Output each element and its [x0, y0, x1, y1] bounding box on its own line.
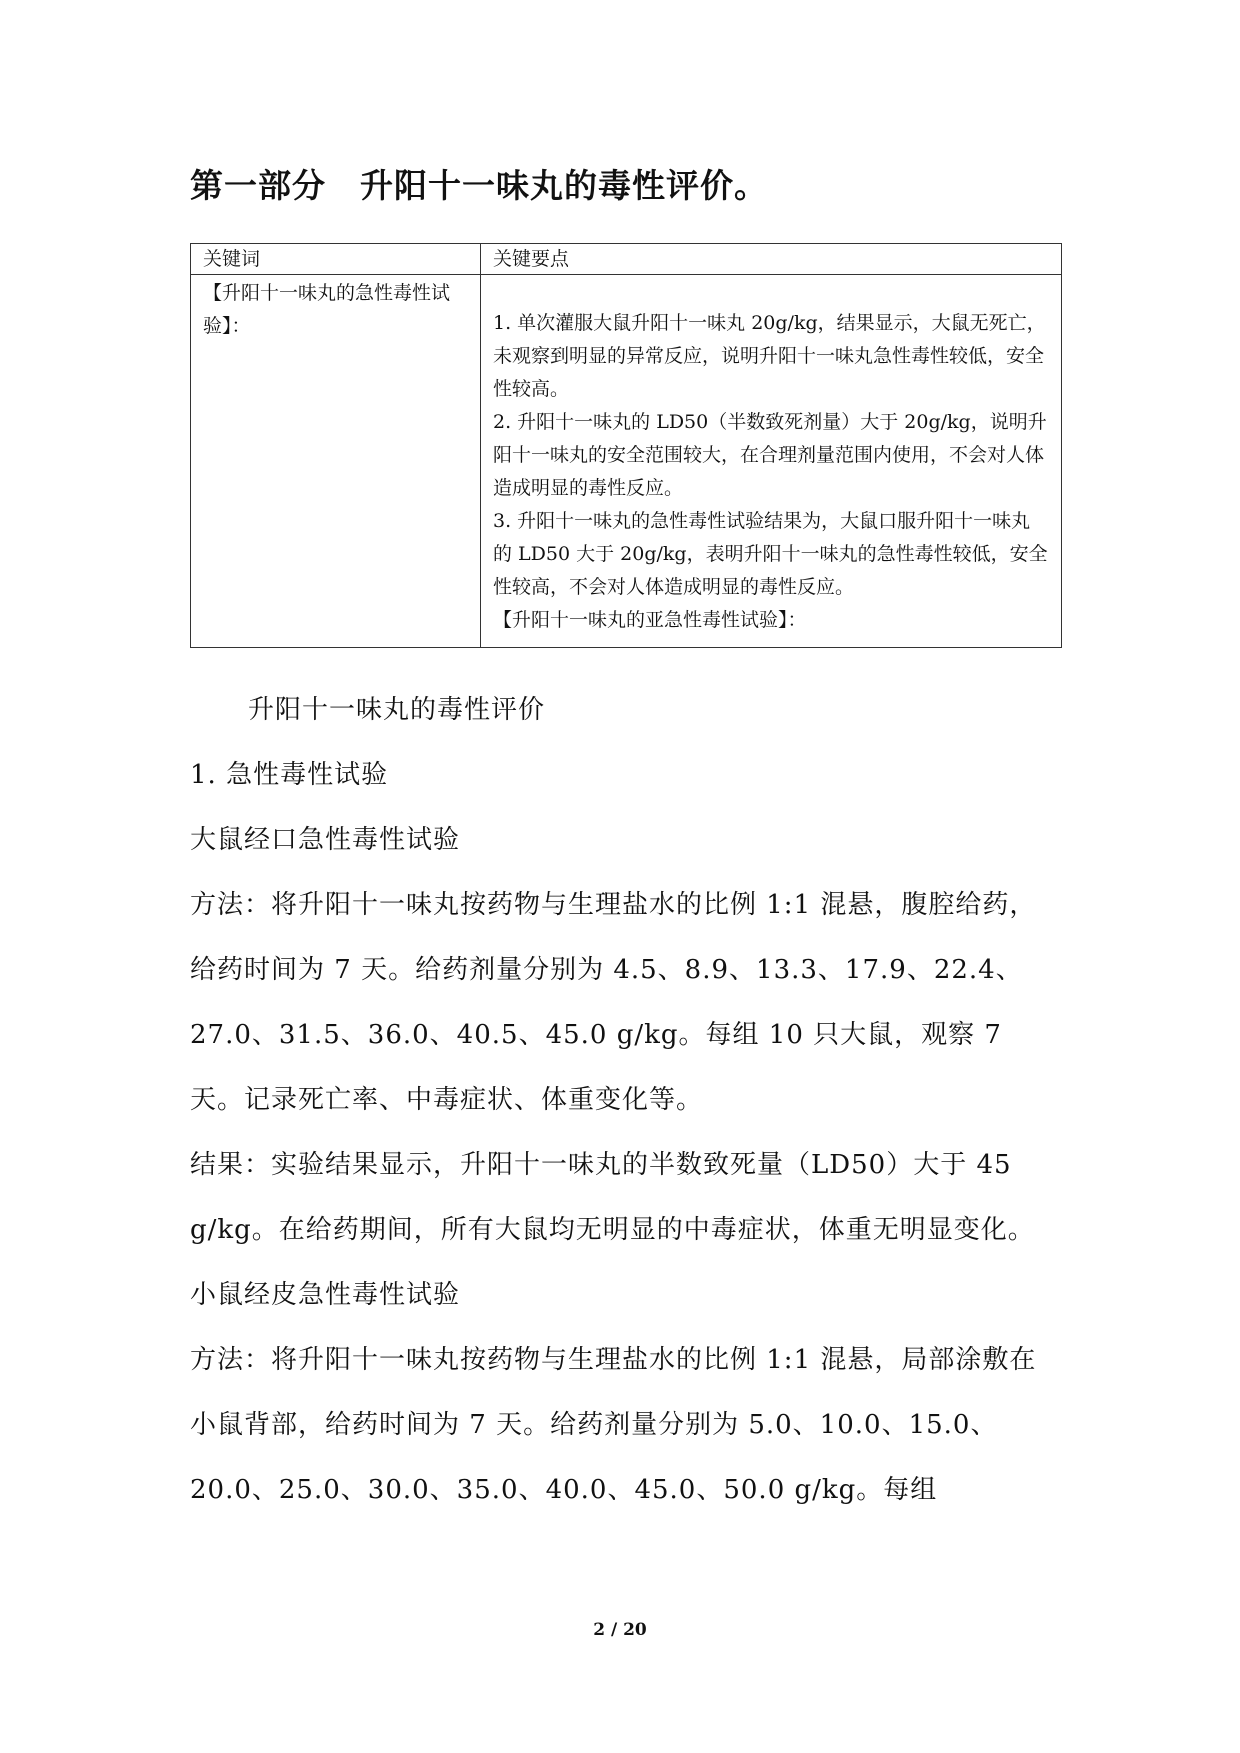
- table-header-row: [191, 244, 1062, 275]
- table-row: [191, 275, 1062, 648]
- key-point-2: 2. 升阳十一味丸的 LD50（半数致死剂量）大于 20g/kg，说明升阳十一味丸的安全范围较大，在合理剂量范围内使用，不会对人体造成明显的毒性反应。: [493, 411, 1047, 499]
- section-heading-acute: 1. 急性毒性试验: [190, 760, 389, 790]
- key-point-3: 3. 升阳十一味丸的急性毒性试验结果为，大鼠口服升阳十一味丸的 LD50 大于 20g/kg，表明升阳十一味丸的急性毒性较低，安全性较高，不会对人体造成明显的毒性反应。: [493, 510, 1048, 598]
- document-body: [190, 678, 1062, 1523]
- key-point-1: 1. 单次灌服大鼠升阳十一味丸 20g/kg，结果显示，大鼠无死亡，未观察到明显的异常反应，说明升阳十一味丸急性毒性较低，安全性较高。: [493, 312, 1046, 400]
- section-subtitle: 升阳十一味丸的毒性评价: [248, 695, 546, 725]
- rat-method-paragraph: 方法：将升阳十一味丸按药物与生理盐水的比例 1:1 混悬，腹腔给药，给药时间为 7 天。给药剂量分别为 4.5、8.9、13.3、17.9、22.4、27.0、31.5、36.0、40.5、45.0 g/kg。每组 10 只大鼠，观察 7 天。记录死亡率、中毒症状、体重变化等。: [190, 890, 1037, 1115]
- table-points-cell: [481, 275, 1062, 648]
- table-header-keyword: 关键词: [191, 244, 481, 275]
- mouse-method-paragraph: 方法：将升阳十一味丸按药物与生理盐水的比例 1:1 混悬，局部涂敷在小鼠背部，给药时间为 7 天。给药剂量分别为 5.0、10.0、15.0、20.0、25.0、30.0、35.0、40.0、45.0、50.0 g/kg。每组: [190, 1345, 1037, 1505]
- rat-result-paragraph: 结果：实验结果显示，升阳十一味丸的半数致死量（LD50）大于 45 g/kg。在给药期间，所有大鼠均无明显的中毒症状，体重无明显变化。: [190, 1150, 1035, 1245]
- key-point-subacute-heading: 【升阳十一味丸的亚急性毒性试验】：: [493, 609, 807, 631]
- key-points-table: [190, 243, 1062, 648]
- subsection-heading-rat: 大鼠经口急性毒性试验: [190, 825, 461, 855]
- table-header-points: 关键要点: [481, 244, 1062, 275]
- subsection-heading-mouse: 小鼠经皮急性毒性试验: [190, 1280, 461, 1310]
- spacer: [493, 277, 1049, 307]
- page-title: 第一部分 升阳十一味丸的毒性评价。: [190, 166, 768, 205]
- page-number: 2 / 20: [593, 1620, 647, 1640]
- table-keyword-cell: 【升阳十一味丸的急性毒性试验】：: [191, 275, 481, 648]
